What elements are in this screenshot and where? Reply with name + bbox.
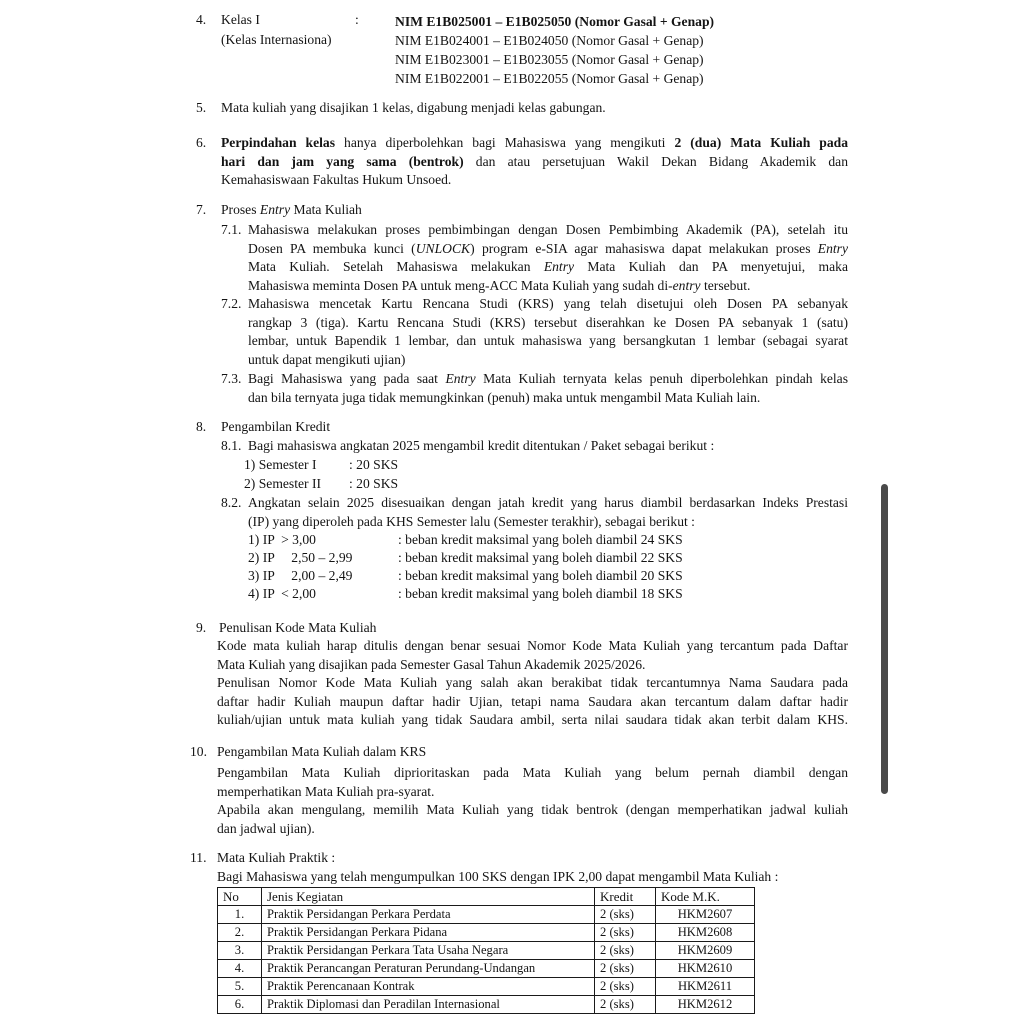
- column-header: Jenis Kegiatan: [262, 888, 595, 906]
- table-header-row: [218, 888, 755, 906]
- subitem-7-3: Bagi Mahasiswa yang pada saat Entry Mata Kuliah ternyata kelas penuh diperbolehkan pindah kelas dan bila ternyata juga tidak memungkinkan (penuh) maka untuk mengambil Mata Kuliah lain.: [248, 371, 848, 405]
- cell-no: 5.: [218, 978, 262, 996]
- column-header: Kredit: [595, 888, 656, 906]
- item-number: 9.: [196, 620, 207, 635]
- list-item-value: : beban kredit maksimal yang boleh diambil 24 SKS: [398, 532, 683, 547]
- cell-activity: Praktik Perancangan Peraturan Perundang-Undangan: [262, 960, 595, 978]
- table-row: [218, 906, 755, 924]
- section-title: Pengambilan Mata Kuliah dalam KRS: [217, 744, 427, 759]
- subitem-number: 8.2.: [221, 495, 242, 510]
- cell-code: HKM2612: [656, 996, 755, 1014]
- cell-code: HKM2610: [656, 960, 755, 978]
- paragraph-text: Mata kuliah yang disajikan 1 kelas, digabung menjadi kelas gabungan.: [221, 100, 606, 115]
- item-number: 10.: [190, 744, 207, 759]
- cell-credit: 2 (sks): [595, 960, 656, 978]
- colon: :: [355, 12, 359, 27]
- item-number: 7.: [196, 202, 207, 217]
- practice-course-table: [217, 887, 755, 1014]
- subitem-number: 7.3.: [221, 371, 242, 386]
- section-10-body: Pengambilan Mata Kuliah diprioritaskan pada Mata Kuliah yang belum pernah diambil dengan memperhatikan Mata Kuliah pra-syarat. Apabila akan mengulang, memilih Mata Kuliah yang tidak bentrok (dengan memperhatikan jadwal kuliah dan jadwal ujian).: [217, 765, 848, 836]
- section-9-body: Kode mata kuliah harap ditulis dengan benar sesuai Nomor Kode Mata Kuliah yang tercantum pada Daftar Mata Kuliah yang disajikan pada Semester Gasal Tahun Akademik 2025/2026. Penulisan Nomor Kode Mata Kuliah yang salah akan berakibat tidak tercantumnya Nama Saudara pada daftar hadir Kuliah maupun daftar hadir Ujian, tetapi nama Saudara akan tercantum dalam daftar hadir kuliah/ujian untuk mata kuliah yang tidak Saudara ambil, serta nilai saudara tidak akan terbit dalam KHS.: [217, 638, 848, 728]
- section-title: Penulisan Kode Mata Kuliah: [219, 620, 377, 635]
- table-row: [218, 924, 755, 942]
- section-title: Mata Kuliah Praktik :: [217, 850, 336, 865]
- item-number: 4.: [196, 12, 207, 27]
- list-item-value: : beban kredit maksimal yang boleh diambil 22 SKS: [398, 550, 683, 565]
- column-header: Kode M.K.: [656, 888, 755, 906]
- nim-range-line: NIM E1B025001 – E1B025050 (Nomor Gasal + Genap): [395, 14, 715, 29]
- cell-no: 3.: [218, 942, 262, 960]
- item-number: 6.: [196, 135, 207, 150]
- item-number: 8.: [196, 419, 207, 434]
- list-item-label: 4) IP < 2,00: [248, 586, 316, 601]
- table-row: [218, 978, 755, 996]
- section-title: Pengambilan Kredit: [221, 419, 331, 434]
- cell-no: 1.: [218, 906, 262, 924]
- cell-credit: 2 (sks): [595, 906, 656, 924]
- column-header: No: [218, 888, 262, 906]
- paragraph-line: Kemahasiswaan Fakultas Hukum Unsoed.: [221, 172, 452, 188]
- nim-range-line: NIM E1B022001 – E1B022055 (Nomor Gasal + Genap): [395, 71, 704, 86]
- nim-range-line: NIM E1B024001 – E1B024050 (Nomor Gasal + Genap): [395, 33, 704, 48]
- cell-credit: 2 (sks): [595, 996, 656, 1014]
- list-item-label: 1) Semester I: [244, 457, 317, 472]
- nim-range-line: NIM E1B023001 – E1B023055 (Nomor Gasal + Genap): [395, 52, 704, 67]
- class-label: Kelas I: [221, 12, 260, 27]
- table-row: [218, 960, 755, 978]
- item-number: 5.: [196, 100, 207, 115]
- item-number: 11.: [190, 850, 207, 865]
- subitem-number: 8.1.: [221, 438, 242, 453]
- cell-credit: 2 (sks): [595, 942, 656, 960]
- list-item-value: : beban kredit maksimal yang boleh diambil 20 SKS: [398, 568, 683, 583]
- subitem-number: 7.2.: [221, 296, 242, 311]
- section-title: Proses Entry Mata Kuliah: [221, 202, 362, 217]
- table-row: [218, 996, 755, 1014]
- cell-activity: Praktik Perencanaan Kontrak: [262, 978, 595, 996]
- paragraph-text: Bagi mahasiswa angkatan 2025 mengambil kredit ditentukan / Paket sebagai berikut :: [248, 438, 715, 453]
- cell-no: 2.: [218, 924, 262, 942]
- cell-activity: Praktik Diplomasi dan Peradilan Internasional: [262, 996, 595, 1014]
- cell-code: HKM2609: [656, 942, 755, 960]
- cell-activity: Praktik Persidangan Perkara Perdata: [262, 906, 595, 924]
- list-item-label: 1) IP > 3,00: [248, 532, 316, 547]
- cell-code: HKM2608: [656, 924, 755, 942]
- cell-credit: 2 (sks): [595, 978, 656, 996]
- paragraph-text: Bagi Mahasiswa yang telah mengumpulkan 100 SKS dengan IPK 2,00 dapat mengambil Mata Kuliah :: [217, 869, 779, 884]
- list-item-label: 2) Semester II: [244, 476, 322, 491]
- table-row: [218, 942, 755, 960]
- list-item-value: : 20 SKS: [349, 476, 399, 491]
- cell-code: HKM2611: [656, 978, 755, 996]
- paragraph-line: Perpindahan kelas hanya diperbolehkan bagi Mahasiswa yang mengikuti 2 (dua) Mata Kuliah pada: [221, 135, 848, 150]
- subitem-7-1: Mahasiswa melakukan proses pembimbingan dengan Dosen Pembimbing Akademik (PA), setelah itu Dosen PA membuka kunci (UNLOCK) program e-SIA agar mahasiswa dapat melakukan proses Entry Mata Kuliah. Setelah Mahasiswa melakukan Entry Mata Kuliah dan PA menyetujui, maka Mahasiswa meminta Dosen PA untuk meng-ACC Mata Kuliah yang sudah di-entry tersebut.: [248, 222, 848, 293]
- subitem-8-2: Angkatan selain 2025 disesuaikan dengan jatah kredit yang harus diambil berdasarkan Indeks Prestasi (IP) yang diperoleh pada KHS Semester lalu (Semester terakhir), sebagai berikut :: [248, 495, 848, 529]
- list-item-label: 3) IP 2,00 – 2,49: [248, 568, 353, 583]
- list-item-label: 2) IP 2,50 – 2,99: [248, 550, 353, 565]
- subitem-7-2: Mahasiswa mencetak Kartu Rencana Studi (KRS) yang telah disetujui oleh Dosen PA sebanyak rangkap 3 (tiga). Kartu Rencana Studi (KRS) tersebut diserahkan ke Dosen PA sebanyak 1 (satu) lembar, untuk Bapendik 1 lembar, dan untuk mahasiswa yang bersangkutan 1 lembar (sebagai syarat untuk dapat mengikuti ujian): [248, 296, 848, 367]
- list-item-value: : beban kredit maksimal yang boleh diambil 18 SKS: [398, 586, 683, 601]
- class-sublabel: (Kelas Internasiona): [221, 32, 332, 47]
- cell-activity: Praktik Persidangan Perkara Tata Usaha Negara: [262, 942, 595, 960]
- cell-no: 4.: [218, 960, 262, 978]
- cell-code: HKM2607: [656, 906, 755, 924]
- cell-credit: 2 (sks): [595, 924, 656, 942]
- vertical-scrollbar-thumb[interactable]: [881, 484, 888, 794]
- cell-no: 6.: [218, 996, 262, 1014]
- list-item-value: : 20 SKS: [349, 457, 399, 472]
- paragraph-line: hari dan jam yang sama (bentrok) dan atau persetujuan Wakil Dekan Bidang Akademik dan: [221, 153, 848, 169]
- subitem-number: 7.1.: [221, 222, 242, 237]
- cell-activity: Praktik Persidangan Perkara Pidana: [262, 924, 595, 942]
